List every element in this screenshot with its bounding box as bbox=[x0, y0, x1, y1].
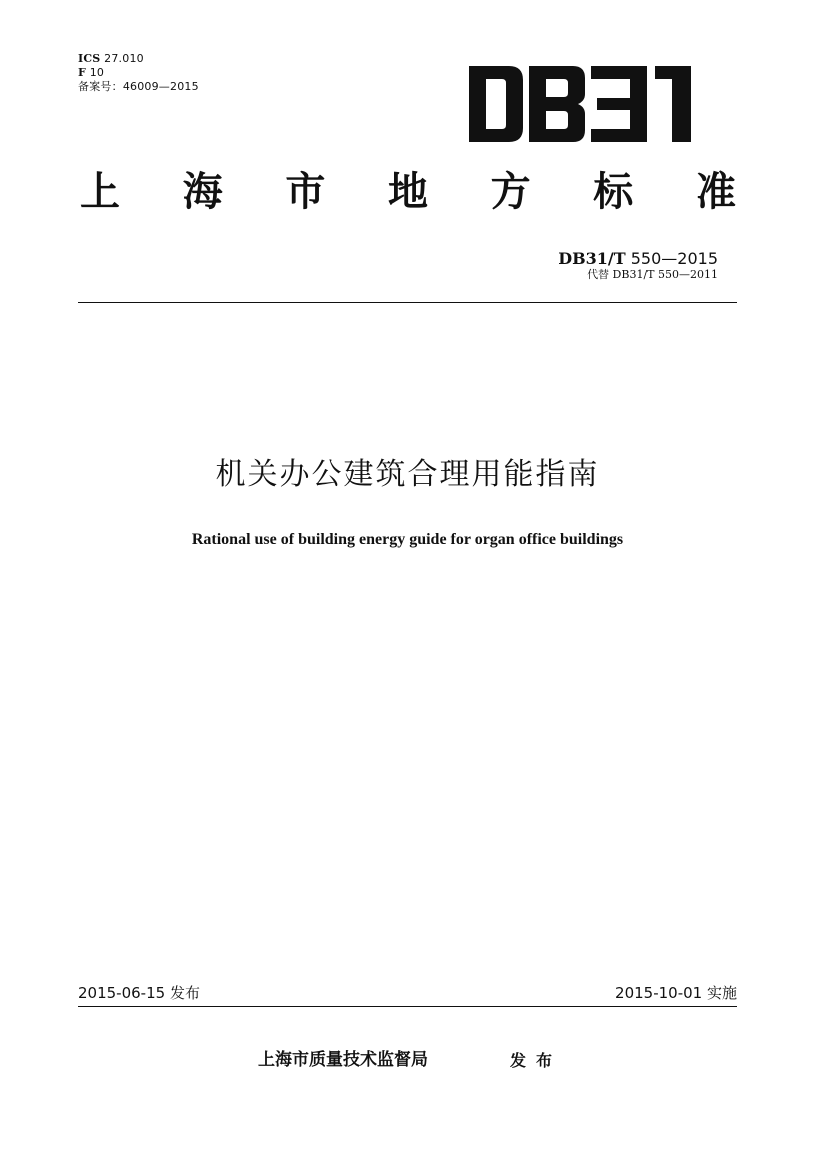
document-title-english: Rational use of building energy guide for organ office buildings bbox=[191, 531, 624, 548]
implement-date: 2015-10-01 实施 bbox=[615, 984, 737, 1002]
document-title: 机关办公建筑合理用能指南 bbox=[215, 457, 600, 492]
ics-line bbox=[78, 52, 199, 66]
standard-type-char: 标 bbox=[593, 169, 634, 215]
standard-type-char: 方 bbox=[490, 169, 531, 215]
standard-type-title bbox=[76, 168, 740, 216]
record-value: 46009—2015 bbox=[122, 80, 199, 93]
ics-value: 27.010 bbox=[104, 52, 144, 65]
category-line bbox=[78, 66, 199, 80]
standard-type-char: 上 bbox=[80, 169, 120, 215]
db31-logo bbox=[469, 66, 691, 142]
ics-label: ICS bbox=[78, 52, 101, 65]
publish-date: 2015-06-15 发布 bbox=[78, 984, 200, 1002]
standard-type-char: 准 bbox=[695, 169, 736, 215]
standard-number-value: 550—2015 bbox=[630, 249, 718, 268]
replaces-standard: 代替 DB31/T 550—2011 bbox=[587, 268, 718, 281]
standard-code: DB31/T bbox=[558, 249, 626, 268]
issuing-authority: 上海市质量技术监督局 bbox=[258, 1050, 428, 1070]
standard-type-char: 市 bbox=[285, 169, 326, 215]
header-divider bbox=[78, 302, 737, 303]
standard-type-char: 海 bbox=[182, 169, 223, 215]
classification-block bbox=[78, 52, 199, 94]
issue-label: 发布 bbox=[510, 1051, 563, 1070]
category-value: 10 bbox=[89, 66, 105, 79]
standard-number bbox=[558, 250, 718, 268]
db31-logo-graphic bbox=[469, 66, 691, 142]
standard-type-char: 地 bbox=[387, 169, 428, 215]
footer-divider bbox=[78, 1006, 737, 1007]
record-label: 备案号： bbox=[78, 80, 123, 93]
record-line bbox=[78, 80, 199, 94]
category-label: F bbox=[78, 66, 87, 79]
